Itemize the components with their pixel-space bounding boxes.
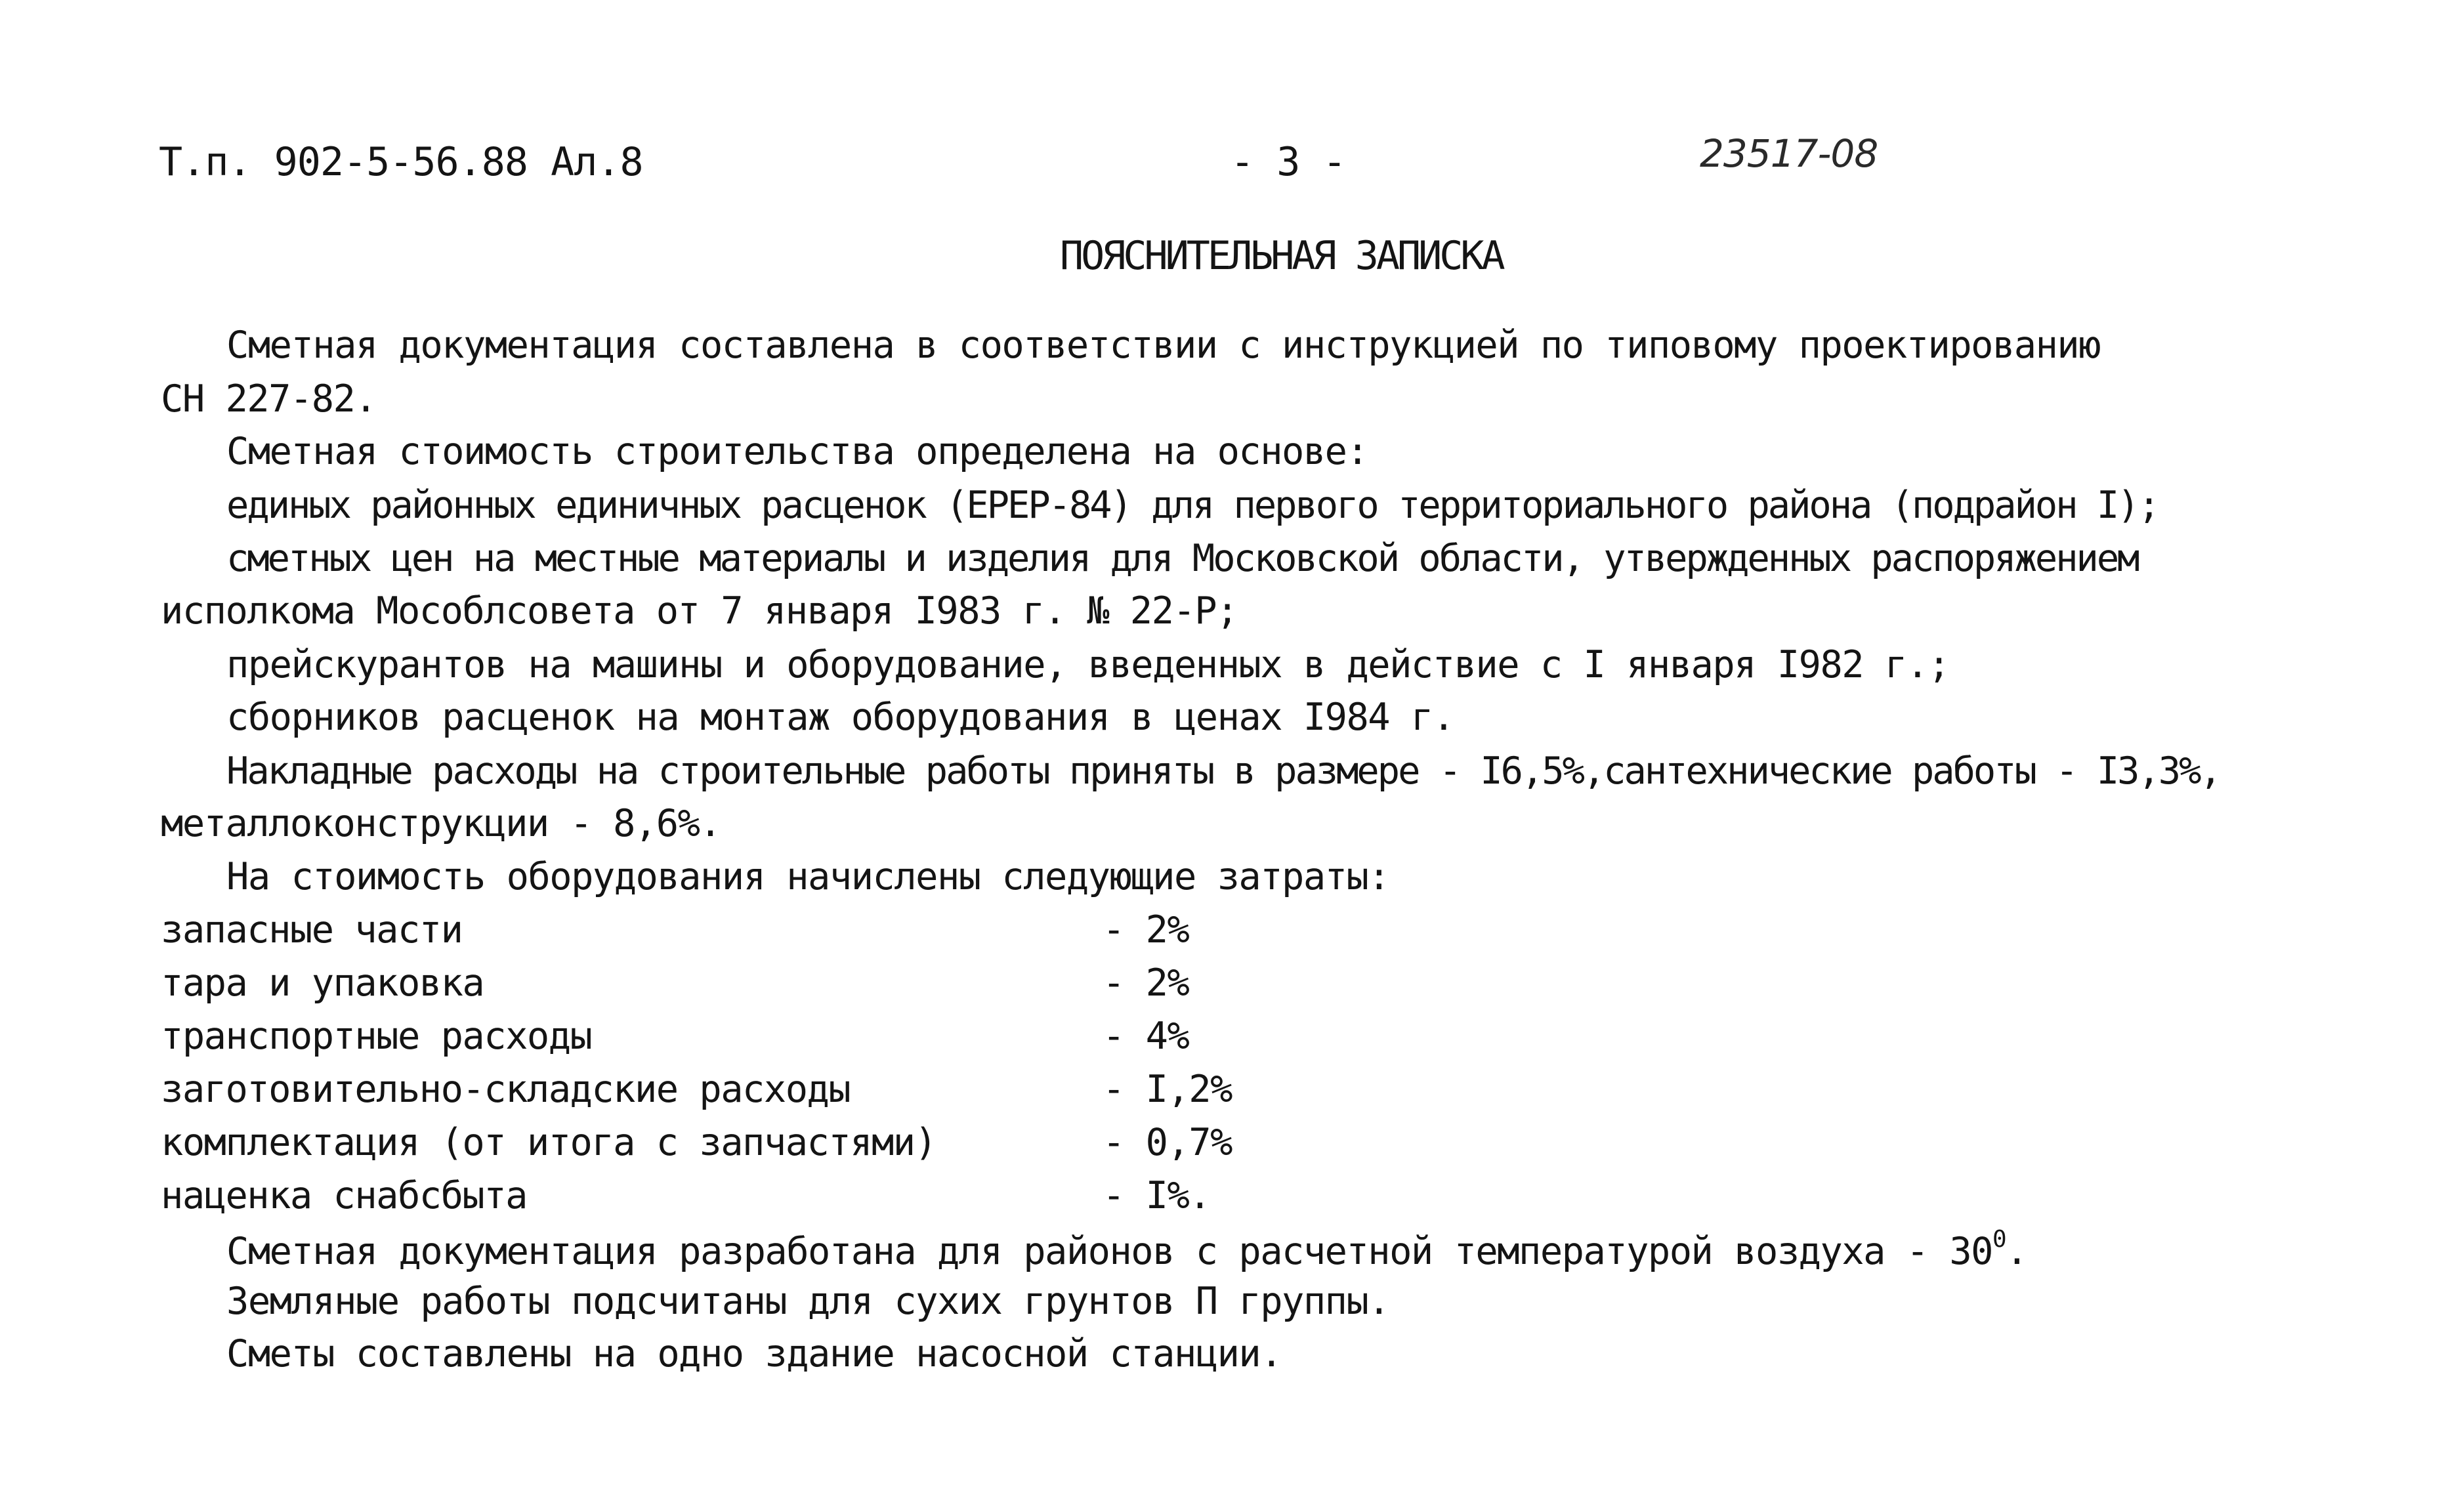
paragraph-line: Накладные расходы на строительные работы приняты в размере - I6,5%,сантехнические работы - I3,3%, <box>226 749 2220 793</box>
paragraph-line: прейскурантов на машины и оборудование, введенных в действие с I января I982 г.; <box>226 643 1950 686</box>
cost-item-label: тара и упаковка <box>161 961 484 1005</box>
paragraph-line: металлоконструкции - 8,6%. <box>161 802 721 845</box>
temperature-text: Сметная документация разработана для районов с расчетной температурой воздуха - 30 <box>226 1230 1992 1273</box>
cost-item-value: - 2% <box>1103 961 1189 1005</box>
earthworks-paragraph: Земляные работы подсчитаны для сухих грунтов П группы. <box>226 1280 1390 1323</box>
page-title: ПОЯСНИТЕЛЬНАЯ ЗАПИСКА <box>1060 233 1503 279</box>
cost-item-value: - 0,7% <box>1103 1121 1232 1164</box>
cost-item-value: - 2% <box>1103 908 1189 952</box>
temperature-paragraph <box>226 1226 2027 1273</box>
degree-sign: 0 <box>1992 1226 2006 1253</box>
estimates-paragraph: Сметы составлены на одно здание насосной станции. <box>226 1332 1282 1376</box>
paragraph-line: сметных цен на местные материалы и изделия для Московской области, утвержденных распоряжением <box>226 537 2138 580</box>
paragraph-line: единых районных единичных расценок (ЕРЕР-84) для первого территориального района (подрайон I); <box>226 484 2158 527</box>
paragraph-line: исполкома Мособлсовета от 7 января I983 г. № 22-Р; <box>161 589 1238 633</box>
paragraph-line: сборников расценок на монтаж оборудования в ценах I984 г. <box>226 696 1454 739</box>
temperature-end: . <box>2006 1230 2028 1273</box>
paragraph-line: На стоимость оборудования начислены следующие затраты: <box>226 855 1390 898</box>
document-code: Т.п. 902-5-56.88 Ал.8 <box>159 139 643 185</box>
paragraph-line: СН 227-82. <box>161 377 377 421</box>
paragraph-line: Сметная документация составлена в соответствии с инструкцией по типовому проектированию <box>226 324 2101 367</box>
cost-item-value: - I,2% <box>1103 1068 1232 1111</box>
cost-item-value: - 4% <box>1103 1015 1189 1058</box>
handwritten-document-number: 23517-08 <box>1700 131 1878 176</box>
cost-item-label: наценка снабсбыта <box>161 1174 527 1217</box>
cost-item-label: комплектация (от итога с запчастями) <box>161 1121 937 1164</box>
paragraph-line: Сметная стоимость строительства определена на основе: <box>226 430 1368 473</box>
cost-item-label: транспортные расходы <box>161 1015 592 1058</box>
cost-item-value: - I%. <box>1103 1174 1211 1217</box>
cost-item-label: запасные части <box>161 908 463 952</box>
page-number: - 3 - <box>1231 139 1346 185</box>
cost-item-label: заготовительно-складские расходы <box>161 1068 851 1111</box>
